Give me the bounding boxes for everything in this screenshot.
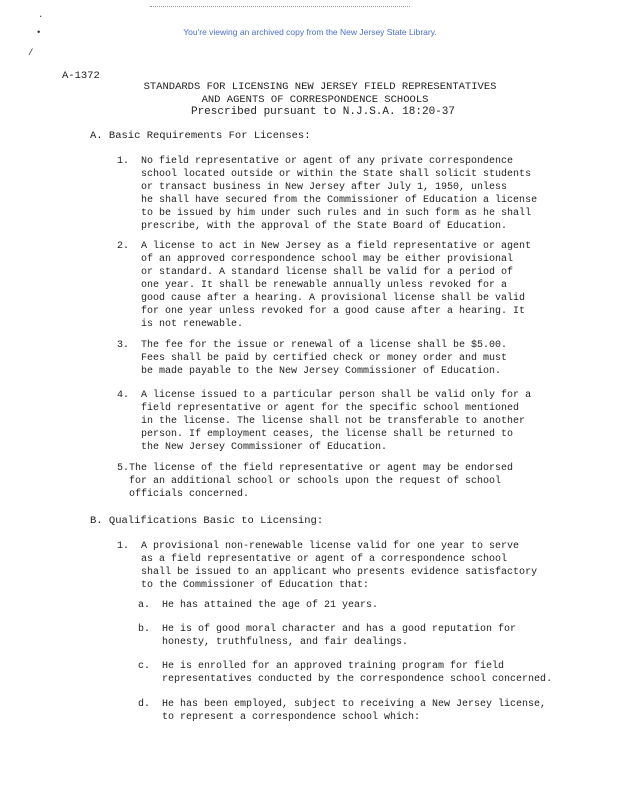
scan-mark: • bbox=[36, 28, 42, 38]
item-text: A license to act in New Jersey as a field representative or agent of an approved correspondence school may be either provisional or standard. A standard license shall be valid for a period of one year. It shall be renewable annually unless revoked for a good cause after a hearing. A provisional license shall be valid for one year unless revoked for a good cause after a hearing. It is not renewable. bbox=[141, 241, 532, 330]
document-id: A-1372 bbox=[62, 70, 100, 82]
sub-item-text: He is enrolled for an approved training program for field representatives conducted by the correspondence school concerned. bbox=[162, 661, 553, 685]
item-number: 5. bbox=[117, 463, 130, 474]
sub-item-text: He has been employed, subject to receiving a New Jersey license, to represent a correspondence school which: bbox=[162, 699, 547, 723]
sub-item-letter: a. bbox=[138, 600, 151, 611]
archive-banner: You're viewing an archived copy from the New Jersey State Library. bbox=[183, 27, 437, 37]
item-text: The fee for the issue or renewal of a license shall be $5.00. Fees shall be paid by certified check or money order and must be made payable to the New Jersey Commissioner of Education. bbox=[141, 340, 508, 377]
item-number: 2. bbox=[117, 241, 130, 252]
item-text: No field representative or agent of any private correspondence school located outside or within the State shall solicit students or transact business in New Jersey after July 1, 1950, unless he shall have secured from the Commissioner of Education a license to be issued by him under such rules and in such form as he shall prescribe, with the approval of the State Board of Education. bbox=[141, 156, 538, 232]
sub-item-letter: c. bbox=[138, 661, 151, 672]
scan-mark: / bbox=[28, 48, 34, 58]
title-line-2: AND AGENTS OF CORRESPONDENCE SCHOOLS bbox=[201, 94, 429, 106]
item-number: 3. bbox=[117, 340, 130, 351]
title-line-3: Prescribed pursuant to N.J.S.A. 18:20-37 bbox=[190, 106, 456, 118]
sub-item-text: He is of good moral character and has a good reputation for honesty, truthfulness, and fair dealings. bbox=[162, 624, 517, 648]
sub-item-letter: b. bbox=[138, 624, 151, 635]
item-number: 1. bbox=[117, 156, 130, 167]
item-number: 4. bbox=[117, 390, 130, 401]
section-b-heading: B. Qualifications Basic to Licensing: bbox=[90, 515, 324, 527]
scan-artifact-dots bbox=[150, 6, 410, 9]
item-number: 1. bbox=[117, 541, 130, 552]
item-text: A license issued to a particular person shall be valid only for a field representative or agent for the specific school mentioned in the license. The license shall not be transferable to another person. If employment ceases, the license shall be returned to the New Jersey Commissioner of Education. bbox=[141, 390, 532, 453]
section-a-heading: A. Basic Requirements For Licenses: bbox=[90, 130, 311, 142]
item-text: A provisional non-renewable license valid for one year to serve as a field representative or agent of a correspondence school shall be issued to an applicant who presents evidence satisfactory to the Commissioner of Education that: bbox=[141, 541, 538, 591]
item-text: The license of the field representative or agent may be endorsed for an additional school or schools upon the request of school officials concerned. bbox=[129, 463, 514, 500]
title-line-1: STANDARDS FOR LICENSING NEW JERSEY FIELD REPRESENTATIVES bbox=[143, 81, 497, 93]
sub-item-letter: d. bbox=[138, 699, 151, 710]
scan-mark: · bbox=[38, 12, 44, 22]
sub-item-text: He has attained the age of 21 years. bbox=[162, 600, 379, 611]
